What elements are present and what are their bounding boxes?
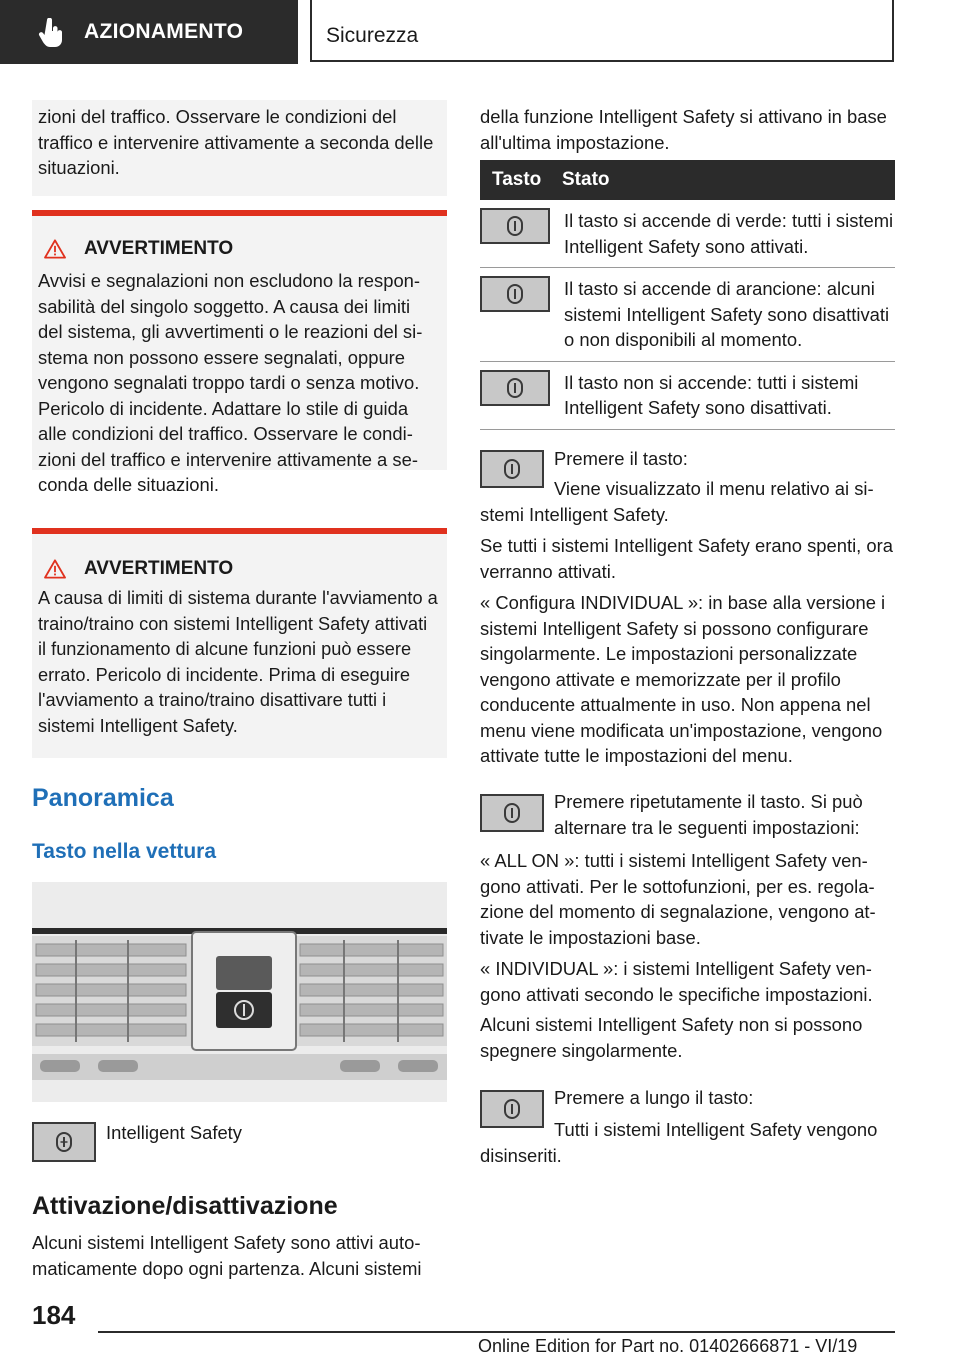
warning-text: A causa di limiti di sistema durante l'avviamento a traino/traino con sistemi Intelligent Safety attivati il funzionamento di alcune funzioni può essere errato. Pericolo di incidente. Prima di eseguire l'avviamento a traino/traino disattivare tutti i sistemi Intelligent Safety.: [38, 588, 438, 736]
warning-triangle-icon: [44, 239, 66, 259]
repeat-label: Premere ripetutamente il tasto. Si può alternare tra le seguenti impostazioni:: [554, 791, 863, 838]
safety-button-icon: [480, 794, 544, 832]
safety-icon: [54, 1131, 74, 1153]
button-location-heading: Tasto nella vettura: [32, 840, 216, 863]
chapter-title: AZIONAMENTO: [84, 20, 244, 43]
footer-divider: [98, 1331, 895, 1333]
press-label: Premere il tasto:: [554, 448, 688, 469]
overview-heading: Panoramica: [32, 784, 174, 812]
state-off: Il tasto non si accende: tutti i sistemi Intelligent Safety sono disattivati.: [550, 361, 895, 429]
long-press-label: Premere a lungo il tasto:: [554, 1087, 754, 1108]
page-number: 184: [32, 1300, 76, 1330]
if-off-text: Se tutti i sistemi Intelligent Safety erano spenti, ora verranno attivati.: [480, 535, 893, 582]
all-on-text: « ALL ON »: tutti i sistemi Intelligent Safety vengono attivati. Per le sottofunzioni, per es. regolazione del momento di segnalazione, vengono attivate le impostazioni base.: [480, 850, 876, 948]
warning-title: AVVERTIMENTO: [84, 238, 234, 259]
table-row: [480, 361, 895, 429]
table-header-tasto: Tasto: [480, 160, 550, 200]
table-header-row: [480, 160, 895, 200]
hand-pointer-icon: [38, 18, 64, 48]
press-result: Viene visualizzato il menu relativo ai sistemi Intelligent Safety.: [480, 478, 874, 525]
section-tab: [310, 0, 894, 62]
table-row: [480, 268, 895, 362]
warning-title: AVVERTIMENTO: [84, 558, 234, 579]
activation-text: Alcuni sistemi Intelligent Safety sono attivi automaticamente dopo ogni partenza. Alcuni sistemi: [32, 1232, 422, 1279]
intro-text: zioni del traffico. Osservare le condizioni del traffico e intervenire attivamente a seconda delle situazioni.: [38, 106, 434, 178]
safety-button-icon: [480, 208, 550, 244]
right-intro-text: della funzione Intelligent Safety si attivano in base all'ultima impostazione.: [480, 106, 887, 153]
intelligent-safety-button-icon: [32, 1122, 96, 1162]
state-green: Il tasto si accende di verde: tutti i sistemi Intelligent Safety sono attivati.: [550, 200, 895, 268]
individual-text: « INDIVIDUAL »: i sistemi Intelligent Safety vengono attivati secondo le specifiche impostazioni.: [480, 958, 873, 1005]
chapter-tab: [0, 0, 298, 64]
warning-box-2: [32, 528, 447, 758]
warning-box-1: [32, 210, 447, 495]
intro-box: [32, 100, 447, 196]
table-row: [480, 200, 895, 268]
individual-config-text: « Configura INDIVIDUAL »: in base alla versione i sistemi Intelligent Safety si possono configurare singolarmente. Le impostazioni personalizzate vengono attivate e memorizzate per il profilo conducente attualmente in uso. Non appena nel menu viene modificata un'impostazione, vengono attivate tutte le impostazioni del menu.: [480, 592, 886, 766]
safety-button-icon: [480, 370, 550, 406]
state-orange: Il tasto si accende di arancione: alcuni sistemi Intelligent Safety sono disattivati o non disponibili al momento.: [550, 268, 895, 362]
button-state-table: [480, 160, 895, 430]
vehicle-button-illustration: [32, 882, 447, 1102]
warning-triangle-icon: [44, 559, 66, 579]
table-header-stato: Stato: [550, 160, 895, 200]
activation-heading: Attivazione/disattivazione: [32, 1192, 338, 1220]
button-caption: Intelligent Safety: [106, 1122, 242, 1143]
safety-button-icon: [480, 276, 550, 312]
edition-text: Online Edition for Part no. 01402666871 - VI/19: [478, 1336, 858, 1356]
not-off-text: Alcuni sistemi Intelligent Safety non si possono spegnere singolarmente.: [480, 1014, 863, 1061]
warning-text: Avvisi e segnalazioni non escludono la responsabilità del singolo soggetto. A causa dei limiti del sistema, gli avvertimenti o le reazioni del sistema non possono essere segnalati, oppure vengono segnalati troppo tardi o senza motivo. Pericolo di incidente. Adattare lo stile di guida alle condizioni del traffico. Osservare le condizioni del traffico e intervenire attivamente a seconda delle situazioni.: [38, 270, 423, 495]
section-title: Sicurezza: [326, 24, 419, 47]
long-press-result: Tutti i sistemi Intelligent Safety vengono disinseriti.: [480, 1119, 878, 1166]
